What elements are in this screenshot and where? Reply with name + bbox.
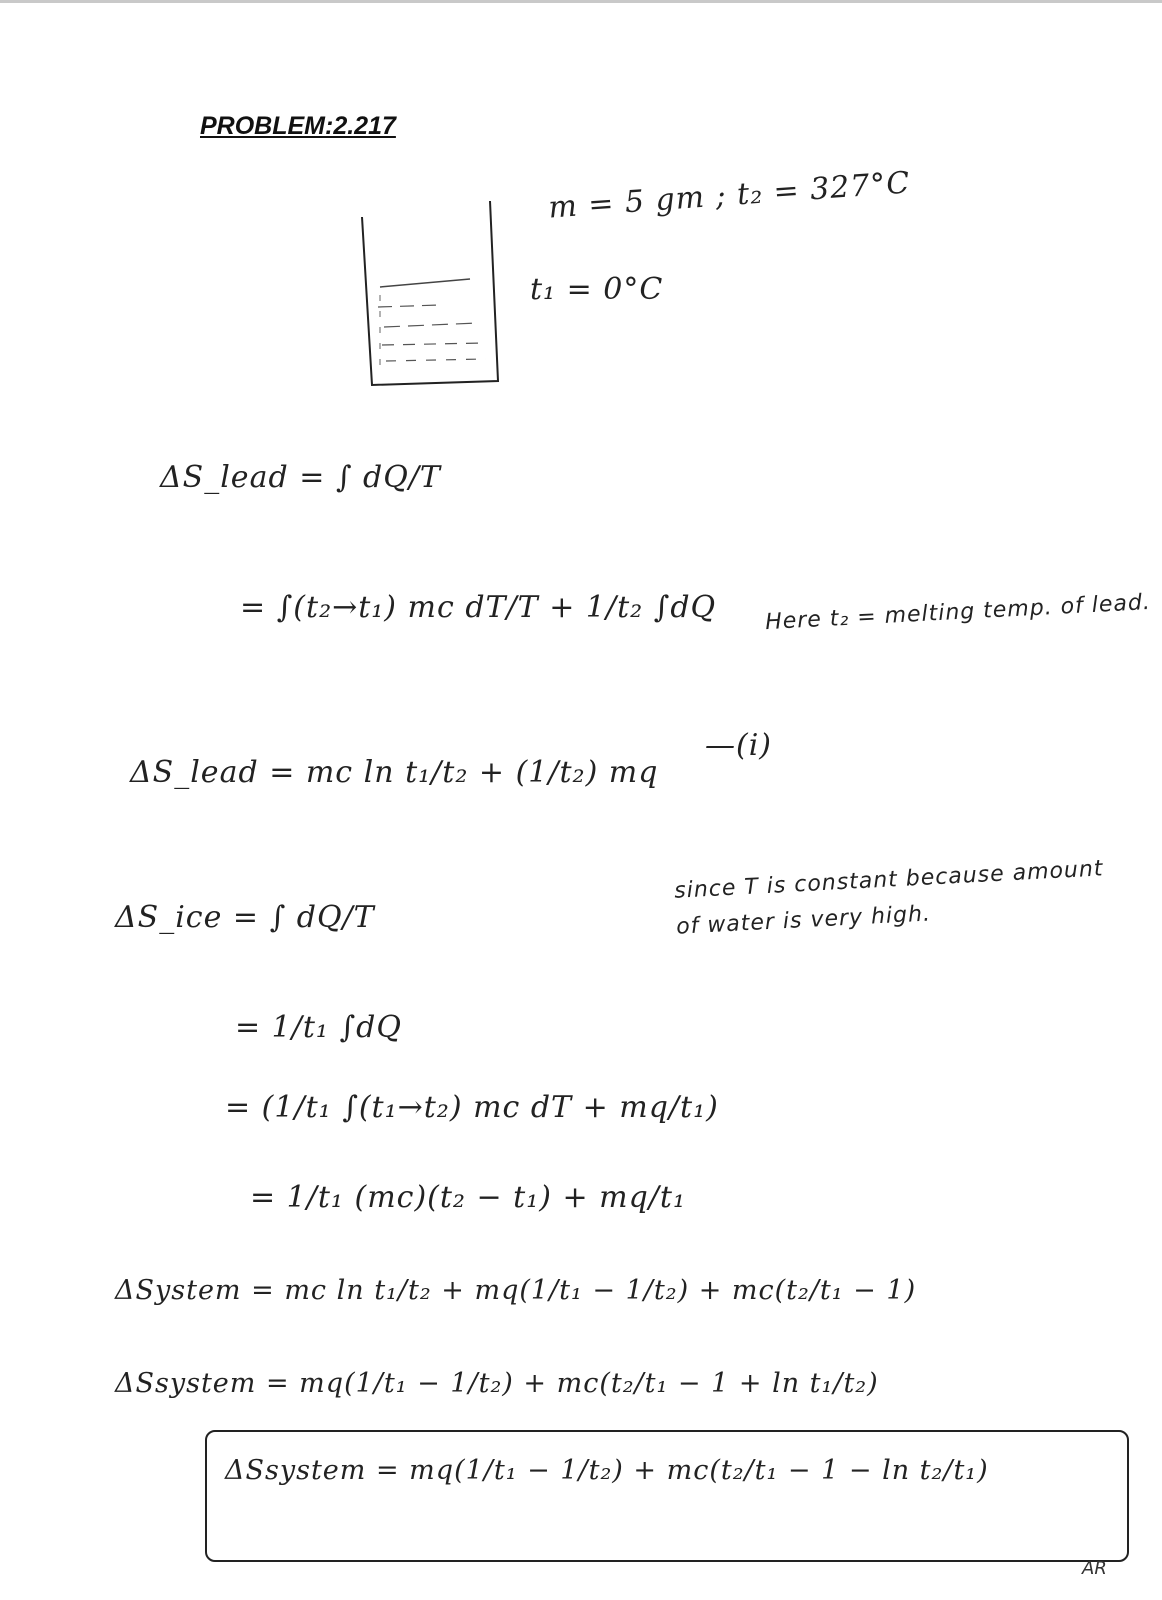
given-t1: t₁ = 0°C	[530, 272, 664, 307]
ice-entropy-integral: ΔS_ice = ∫ dQ/T	[115, 900, 375, 935]
equation-tag: —(i)	[705, 728, 773, 763]
given-mass-temp: m = 5 gm ; t₂ = 327°C	[547, 165, 912, 226]
ice-entropy-step1: = 1/t₁ ∫dQ	[235, 1010, 402, 1045]
lead-entropy-integral: ΔS_lead = ∫ dQ/T	[160, 460, 441, 495]
lead-melting-note: Here t₂ = melting temp. of lead.	[764, 589, 1152, 636]
ice-entropy-step3: = 1/t₁ (mc)(t₂ − t₁) + mq/t₁	[250, 1180, 686, 1215]
problem-title: PROBLEM:2.217	[200, 112, 396, 140]
beaker-sketch-icon	[360, 195, 510, 395]
final-answer: ΔSsystem = mq(1/t₁ − 1/t₂) + mc(t₂/t₁ − 1 − ln t₂/t₁)	[225, 1455, 989, 1486]
ice-constant-temp-note: since T is constant because amount of water is very high.	[673, 856, 1105, 940]
system-entropy-sum: ΔSystem = mc ln t₁/t₂ + mq(1/t₁ − 1/t₂) + mc(t₂/t₁ − 1)	[115, 1275, 917, 1306]
system-entropy-simplified: ΔSsystem = mq(1/t₁ − 1/t₂) + mc(t₂/t₁ − 1 + ln t₁/t₂)	[115, 1368, 879, 1399]
scan-top-edge	[0, 0, 1162, 3]
initials-signature: AR	[1082, 1558, 1107, 1579]
final-answer-box	[205, 1430, 1129, 1562]
lead-entropy-expanded: = ∫(t₂→t₁) mc dT/T + 1/t₂ ∫dQ	[240, 590, 717, 625]
ice-entropy-step2: = (1/t₁ ∫(t₁→t₂) mc dT + mq/t₁)	[225, 1090, 719, 1125]
lead-entropy-result: ΔS_lead = mc ln t₁/t₂ + (1/t₂) mq	[130, 755, 659, 790]
